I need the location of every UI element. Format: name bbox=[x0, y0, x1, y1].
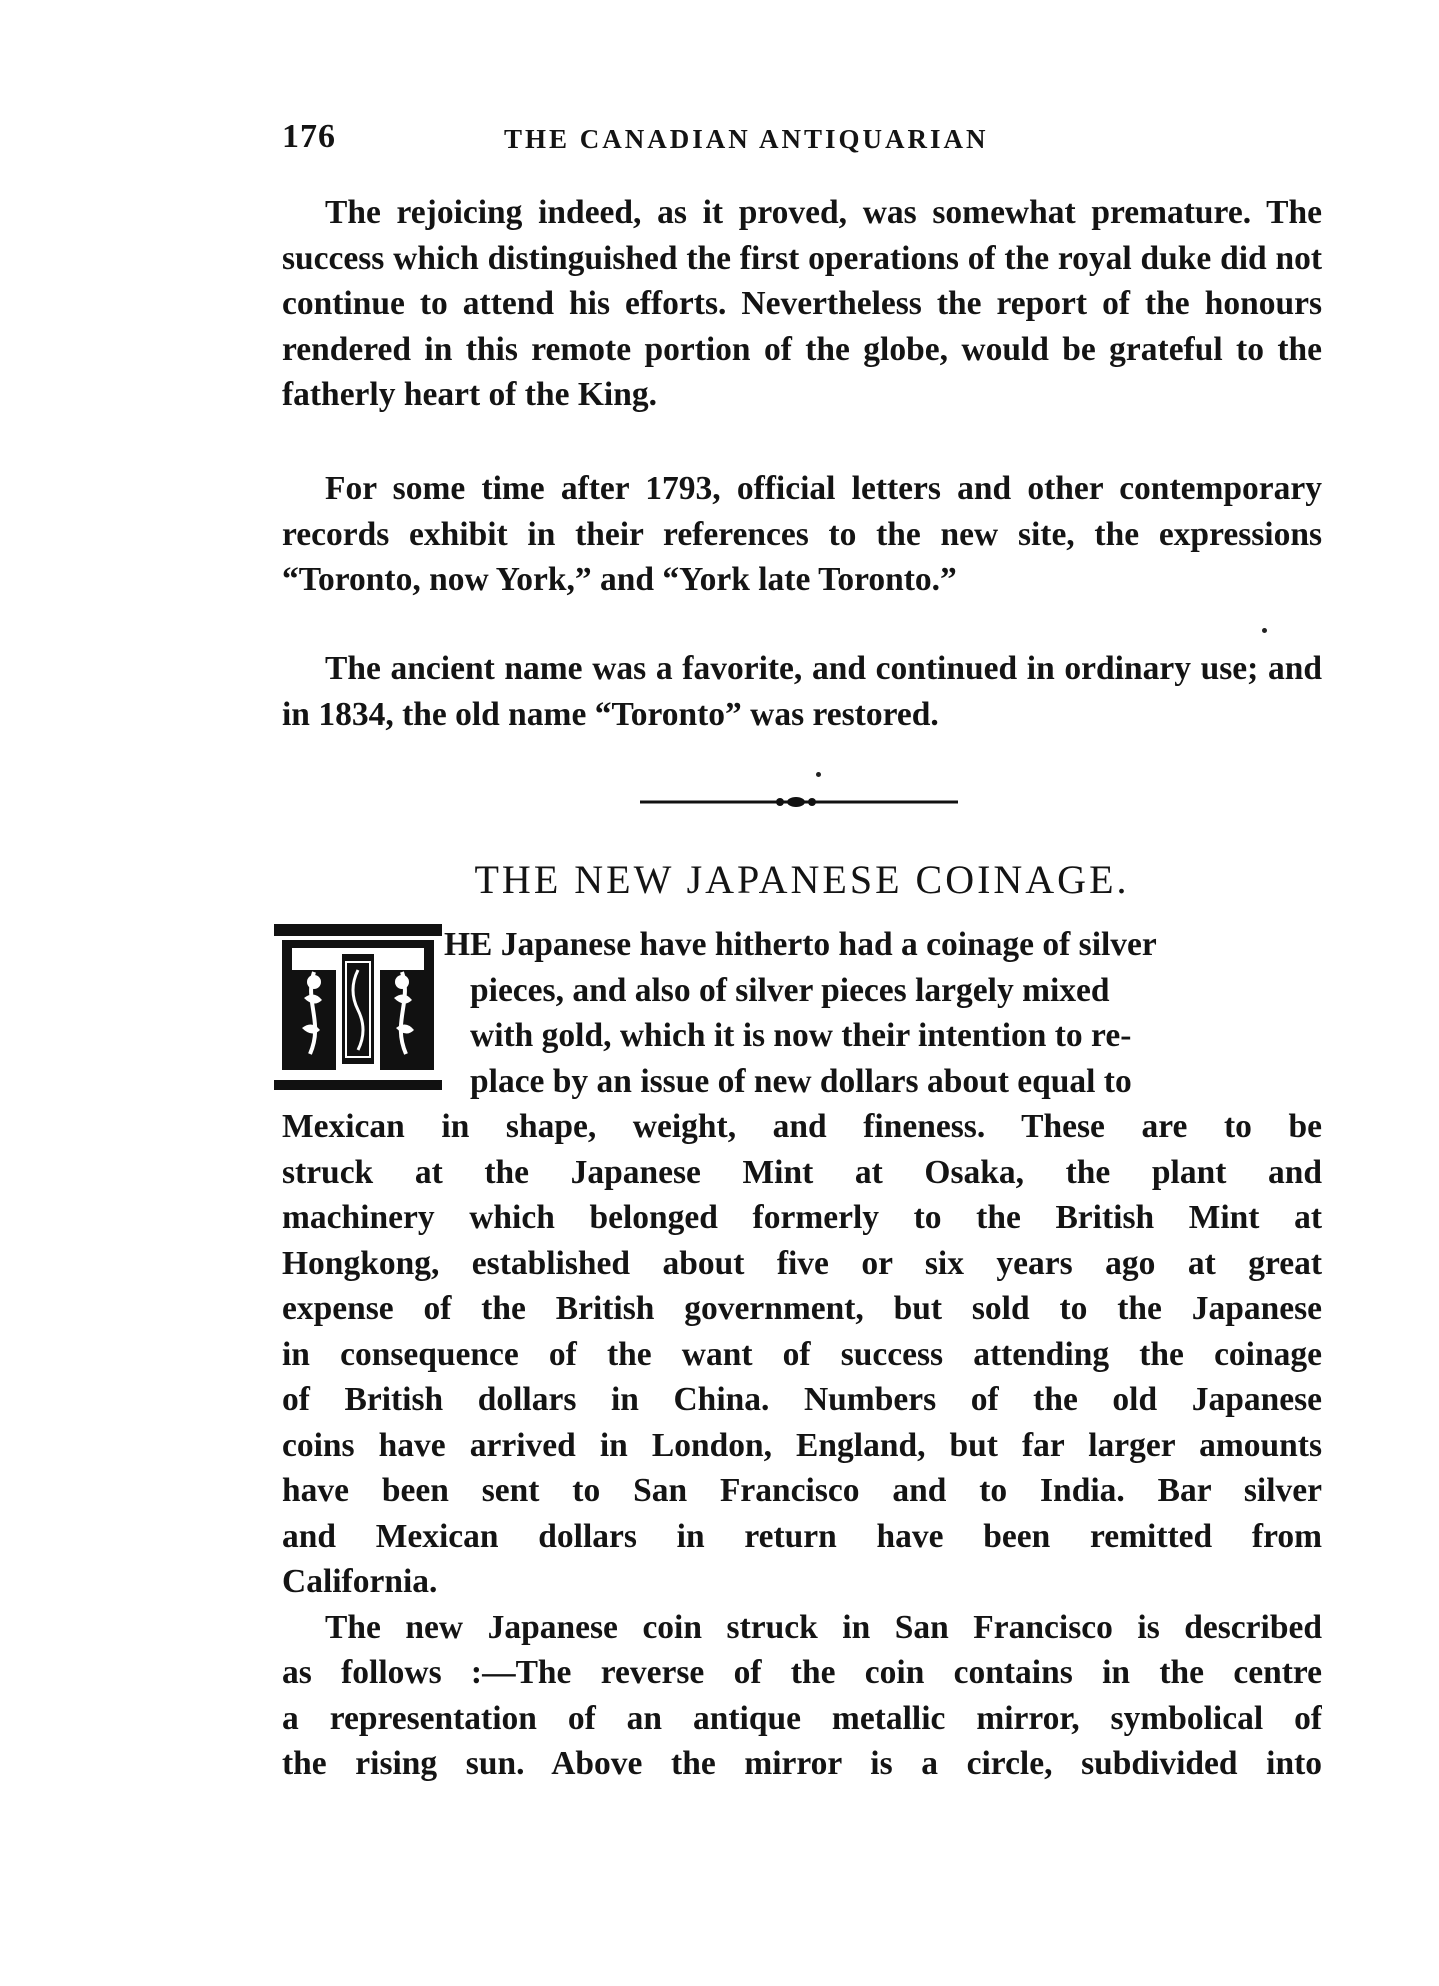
text-line: of British dollars in China. Numbers of the old Japanese bbox=[282, 1381, 1322, 1418]
text-line: with gold, which it is now their intention to re- bbox=[470, 1017, 1132, 1054]
page-number: 176 bbox=[282, 118, 336, 155]
paragraph-block bbox=[282, 190, 1322, 418]
paragraph-block bbox=[282, 646, 1322, 737]
text-line: California. bbox=[282, 1563, 438, 1600]
paragraph: The rejoicing indeed, as it proved, was somewhat premature. The success which distinguished the first operations of the royal duke did not continue to attend his efforts. Nevertheless the report of the honours rendered in this remote portion of the globe, would be grateful to the fatherly heart of the King. bbox=[282, 194, 1322, 413]
drop-cap-ornamental-t bbox=[274, 922, 442, 1094]
print-speck bbox=[1262, 628, 1267, 633]
drop-cap-text-lines bbox=[444, 922, 1322, 1104]
article-body bbox=[282, 1104, 1322, 1787]
text-line: coins have arrived in London, England, but far larger amounts bbox=[282, 1426, 1322, 1464]
text-line: a representation of an antique metallic mirror, symbolical of bbox=[282, 1699, 1322, 1737]
text-line: machinery which belonged formerly to the British Mint at bbox=[282, 1199, 1322, 1236]
text-line: place by an issue of new dollars about equal to bbox=[470, 1062, 1132, 1100]
text-line: the rising sun. Above the mirror is a circle, subdivided into bbox=[282, 1745, 1322, 1782]
journal-title: THE CANADIAN ANTIQUARIAN bbox=[504, 124, 989, 154]
text-line: pieces, and also of silver pieces largely mixed bbox=[470, 971, 1110, 1009]
running-head bbox=[282, 118, 1322, 158]
text-line: Hongkong, established about five or six years ago at great bbox=[282, 1244, 1322, 1282]
paragraph: For some time after 1793, official letters and other contemporary records exhibit in their references to the new site, the expressions “Toronto, now York,” and “York late Toronto.” bbox=[282, 470, 1322, 598]
text-line: expense of the British government, but sold to the Japanese bbox=[282, 1290, 1322, 1327]
text-line: struck at the Japanese Mint at Osaka, the plant and bbox=[282, 1153, 1322, 1191]
text-line: The new Japanese coin struck in San Francisco is described bbox=[325, 1608, 1322, 1646]
section-divider-ornament bbox=[640, 792, 958, 812]
text-line: HE Japanese have hitherto had a coinage of silver bbox=[444, 926, 1157, 963]
text-line: as follows :—The reverse of the coin contains in the centre bbox=[282, 1654, 1322, 1691]
paragraph: The ancient name was a favorite, and continued in ordinary use; and in 1834, the old name “Toronto” was restored. bbox=[282, 650, 1322, 733]
text-line: Mexican in shape, weight, and fineness. These are to be bbox=[282, 1108, 1322, 1145]
text-line: have been sent to San Francisco and to India. Bar silver bbox=[282, 1472, 1322, 1509]
article-title: THE NEW JAPANESE COINAGE. bbox=[474, 857, 1130, 902]
print-speck bbox=[816, 772, 821, 777]
paragraph-block bbox=[282, 466, 1322, 603]
text-line: and Mexican dollars in return have been remitted from bbox=[282, 1517, 1322, 1555]
text-line: in consequence of the want of success attending the coinage bbox=[282, 1335, 1322, 1373]
